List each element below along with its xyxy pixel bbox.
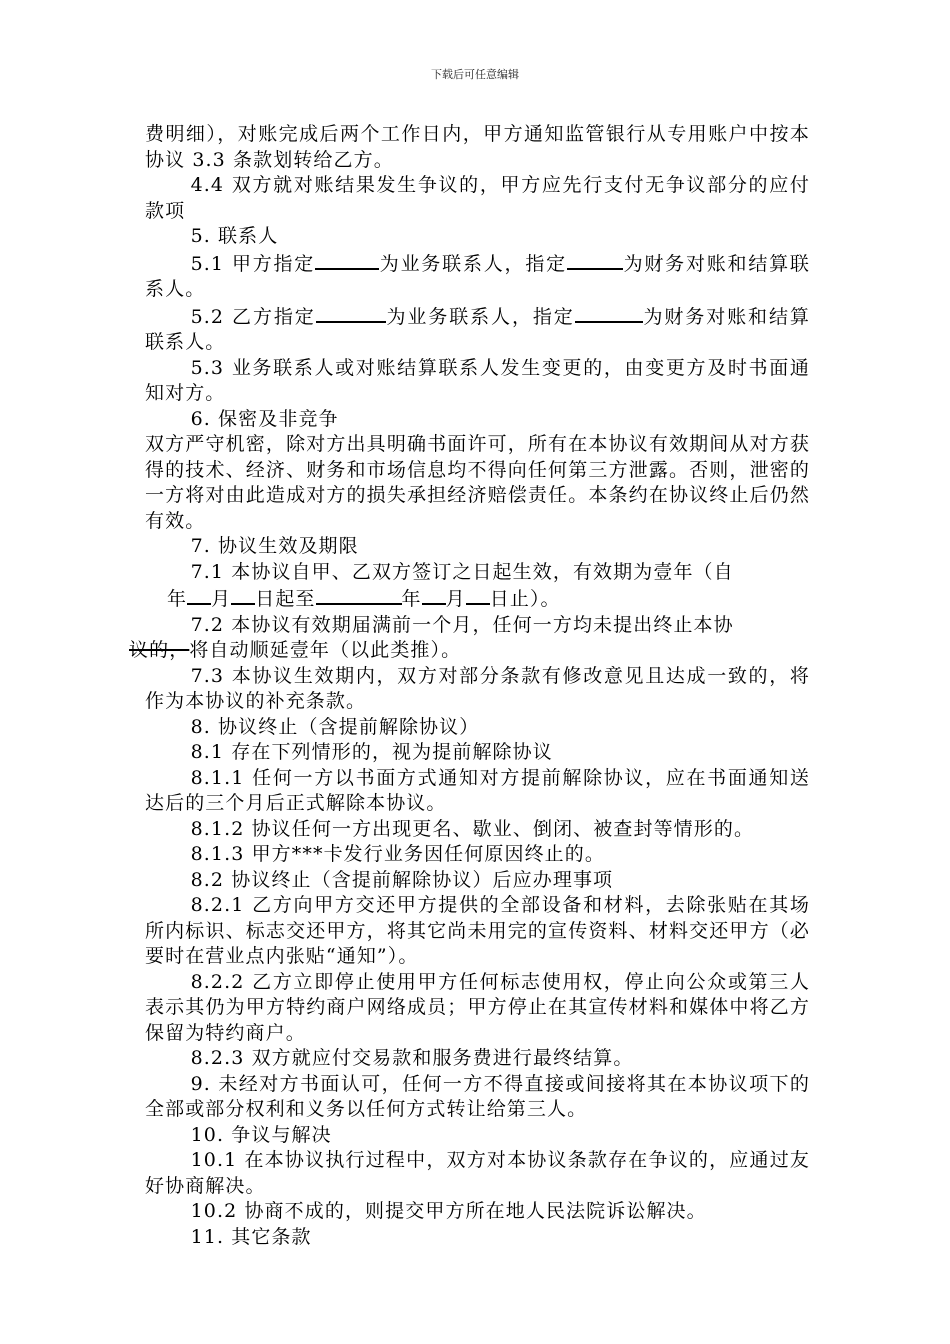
text-segment: 5.2 乙方指定 bbox=[190, 305, 316, 328]
paragraph bbox=[145, 303, 810, 356]
paragraph: 8.2.3 双方就应付交易款和服务费进行最终结算。 bbox=[190, 1047, 634, 1069]
fill-in-blank[interactable] bbox=[316, 303, 386, 323]
text-segment: 7.1 本协议自甲、乙双方签订之日起生效，有效期为壹年（自 bbox=[190, 560, 734, 583]
text-segment: 将自动顺延壹年（以此类推）。 bbox=[189, 639, 462, 661]
paragraph: 双方严守机密，除对方出具明确书面许可，所有在本协议有效期间从对方获得的技术、经济、财务和市场信息均不得向任何第三方泄露。否则，泄密的一方将对由此造成对方的损失承担经济赔偿责任。本条约在协议终止后仍然有效。 bbox=[145, 433, 810, 532]
text-segment: 为业务联系人，指定 bbox=[385, 305, 575, 328]
section-heading: 10. 争议与解决 bbox=[190, 1123, 332, 1146]
section-heading: 7. 协议生效及期限 bbox=[190, 535, 359, 557]
document-body bbox=[129, 122, 811, 1250]
section-heading: 6. 保密及非竞争 bbox=[190, 407, 339, 430]
section-heading: 11. 其它条款 bbox=[190, 1225, 312, 1248]
paragraph: 10.1 在本协议执行过程中，双方对本协议条款存在争议的，应通过友好协商解决。 bbox=[145, 1149, 810, 1197]
text-segment: 为业务联系人，指定 bbox=[379, 252, 567, 275]
paragraph: 费明细），对账完成后两个工作日内，甲方通知监管银行从专用账户中按本协议 3.3 条款划转给乙方。 bbox=[145, 123, 810, 171]
fill-in-blank[interactable] bbox=[231, 585, 255, 605]
paragraph bbox=[145, 250, 810, 303]
text-segment: 日起至 bbox=[255, 588, 316, 610]
paragraph bbox=[129, 613, 810, 664]
fill-in-blank[interactable] bbox=[567, 250, 623, 270]
paragraph bbox=[145, 560, 810, 613]
paragraph: 8.2.2 乙方立即停止使用甲方任何标志使用权，停止向公众或第三人表示其仍为甲方特约商户网络成员；甲方停止在其宣传材料和媒体中将乙方保留为特约商户。 bbox=[145, 970, 810, 1044]
fill-in-blank[interactable] bbox=[422, 585, 446, 605]
text-segment: 为财务对账和结算联系人。 bbox=[145, 252, 811, 300]
paragraph: 8.1.1 任何一方以书面方式通知对方提前解除协议，应在书面通知送达后的三个月后正式解除本协议。 bbox=[145, 766, 810, 814]
paragraph: 8.1.2 协议任何一方出现更名、歇业、倒闭、被查封等情形的。 bbox=[190, 817, 755, 840]
text-segment: 年 bbox=[401, 588, 422, 610]
fill-in-blank[interactable] bbox=[315, 250, 379, 270]
text-segment: 年 bbox=[167, 588, 188, 610]
text-segment: 月 bbox=[211, 588, 232, 610]
section-heading: 8. 协议终止（含提前解除协议） bbox=[190, 715, 480, 738]
fill-in-blank[interactable] bbox=[187, 585, 211, 605]
paragraph: 8.2.1 乙方向甲方交还甲方提供的全部设备和材料，去除张贴在其场所内标识、标志交还甲方，将其它尚未用完的宣传资料、材料交还甲方（必要时在营业点内张贴“通知”）。 bbox=[145, 894, 810, 967]
paragraph: 8.1 存在下列情形的，视为提前解除协议 bbox=[190, 741, 553, 763]
page-header: 下载后可任意编辑 bbox=[431, 68, 519, 81]
text-segment: 5.1 甲方指定 bbox=[190, 252, 316, 275]
paragraph: 10.2 协商不成的，则提交甲方所在地人民法院诉讼解决。 bbox=[190, 1200, 707, 1222]
paragraph: 9. 未经对方书面认可，任何一方不得直接或间接将其在本协议项下的全部或部分权利和义务以任何方式转让给第三人。 bbox=[145, 1072, 810, 1120]
paragraph: 4.4 双方就对账结果发生争议的，甲方应先行支付无争议部分的应付款项 bbox=[145, 174, 810, 222]
text-segment: 日止）。 bbox=[489, 588, 561, 610]
struck-text: 议的， bbox=[129, 639, 190, 661]
fill-in-blank[interactable] bbox=[466, 585, 490, 605]
paragraph: 7.3 本协议生效期内，双方对部分条款有修改意见且达成一致的，将作为本协议的补充条款。 bbox=[145, 664, 810, 712]
paragraph: 8.1.3 甲方***卡发行业务因任何原因终止的。 bbox=[190, 843, 605, 865]
text-segment: 为财务对账和结算联系人。 bbox=[145, 305, 810, 353]
paragraph: 8.2 协议终止（含提前解除协议）后应办理事项 bbox=[190, 868, 614, 891]
fill-in-blank[interactable] bbox=[316, 585, 402, 605]
section-heading: 5. 联系人 bbox=[190, 225, 279, 247]
paragraph: 5.3 业务联系人或对账结算联系人发生变更的，由变更方及时书面通知对方。 bbox=[145, 356, 810, 404]
text-segment: 月 bbox=[445, 588, 466, 610]
fill-in-blank[interactable] bbox=[575, 303, 643, 323]
text-segment: 7.2 本协议有效期届满前一个月，任何一方均未提出终止本协 bbox=[190, 613, 734, 636]
